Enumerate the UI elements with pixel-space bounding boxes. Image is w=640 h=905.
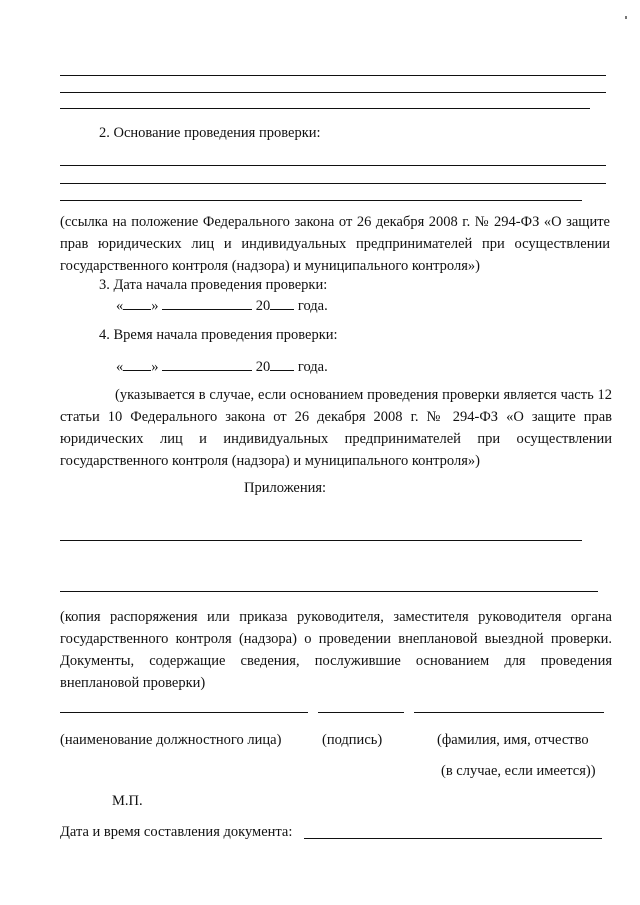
name-caption: (фамилия, имя, отчество [437,732,589,748]
blank-line [60,200,582,201]
section-3-label: 3. Дата начала проведения проверки: [99,277,328,293]
year-suffix: года. [297,298,328,314]
day-blank[interactable] [123,357,151,371]
section-4-label: 4. Время начала проведения проверки: [99,327,338,343]
blank-line [60,75,606,76]
month-blank[interactable] [162,296,252,310]
signature-position-line [60,712,308,713]
year-prefix: 20 [255,359,271,375]
open-quote: « [116,298,124,314]
blank-line [60,540,582,541]
start-date-field [116,296,328,315]
close-quote: » [151,298,159,314]
blank-line [60,183,606,184]
signature-line [318,712,404,713]
stamp-place: М.П. [112,793,143,809]
year-prefix: 20 [255,298,271,314]
doc-datetime-label: Дата и время составления документа: [60,824,293,840]
year-blank[interactable] [270,357,294,371]
attachments-note: (копия распоряжения или приказа руководителя, заместителя руководителя органа государственного контроля (надзора) о проведении внеплановой выездной проверки. Документы, содержащие сведения, послужившие основанием для проведения внеплановой проверки) [60,609,612,691]
start-time-field [116,357,328,376]
sign-caption: (подпись) [322,732,383,748]
year-blank[interactable] [270,296,294,310]
month-blank[interactable] [162,357,252,371]
doc-datetime-line[interactable] [304,838,602,839]
close-quote: » [151,359,159,375]
day-blank[interactable] [123,296,151,310]
name-caption-cont: (в случае, если имеется)) [441,763,596,779]
blank-line [60,591,598,592]
section-2-label: 2. Основание проведения проверки: [99,125,321,141]
time-note: (указывается в случае, если основанием проведения проверки является часть 12 статьи 10 Федерального закона от 26 декабря 2008 г. № 294-ФЗ «О защите прав юридических лиц и индивидуальных предпринимателей при осуществлении государственного контроля (надзора) и муниципального контроля») [60,387,612,469]
position-caption: (наименование должностного лица) [60,732,282,748]
year-suffix: года. [297,359,328,375]
blank-line [60,108,590,109]
blank-line [60,165,606,166]
reference-note: (ссылка на положение Федерального закона от 26 декабря 2008 г. № 294-ФЗ «О защите прав юридических лиц и индивидуальных предпринимателей при осуществлении государственного контроля (надзора) и муниципального контроля») [60,214,610,274]
blank-line [60,92,606,93]
open-quote: « [116,359,124,375]
scan-speck [625,16,627,19]
signature-name-line [414,712,604,713]
attachments-heading: Приложения: [244,480,327,496]
